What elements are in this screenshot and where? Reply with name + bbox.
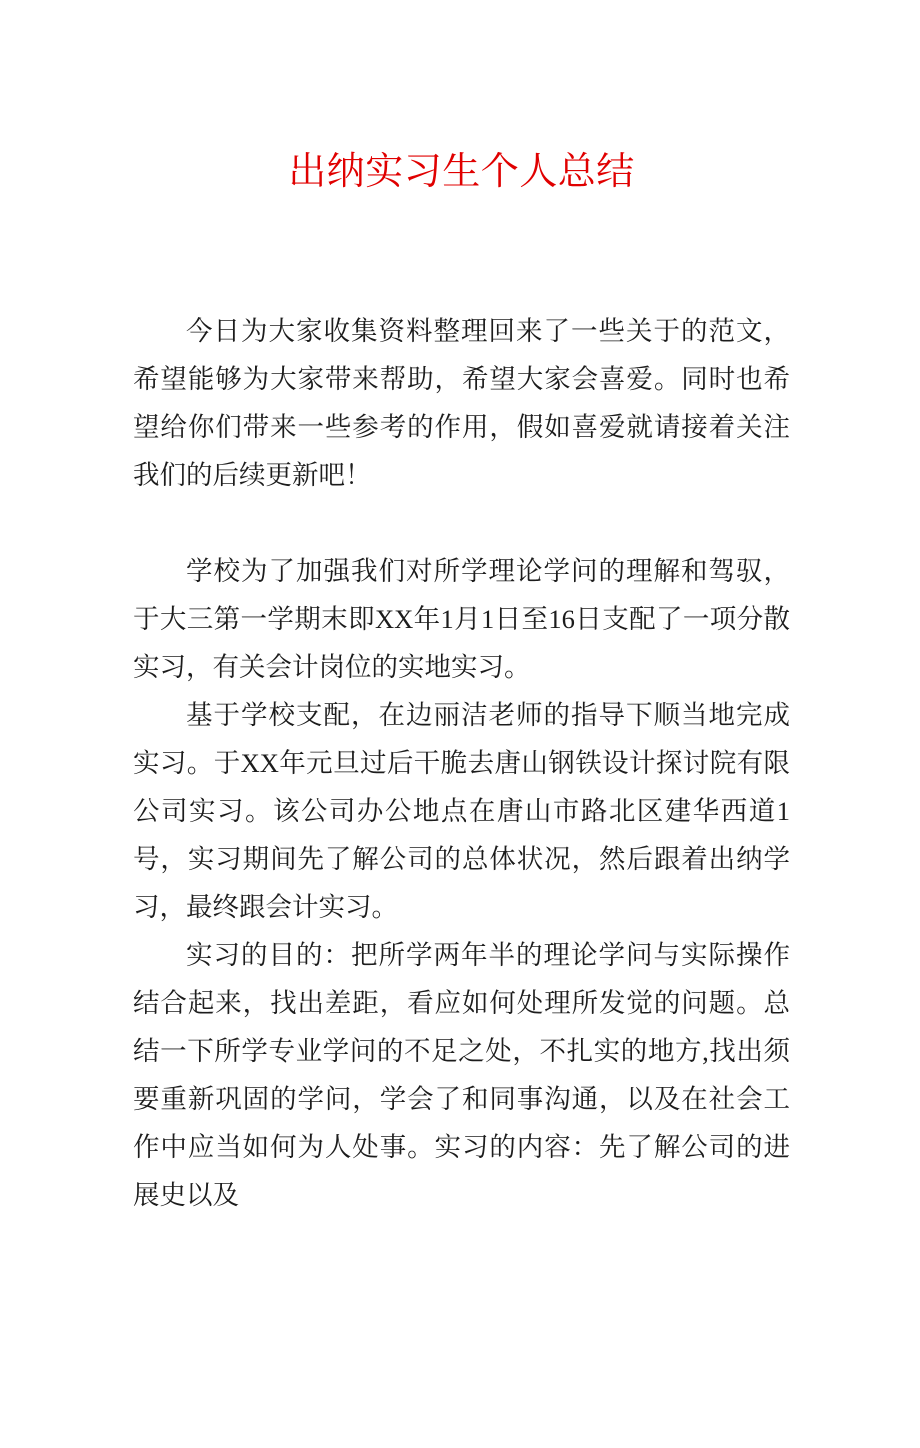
document-title: 出纳实习生个人总结 [288,151,635,193]
document-page [0,147,920,1448]
paragraph-company-internship: 基于学校支配，在边丽洁老师的指导下顺当地完成实习。于XX年元旦过后干脆去唐山钢铁设计探讨院有限公司实习。该公司办公地点在唐山市路北区建华西道1号，实习期间先了解公司的总体状况，然后跟着出纳学习，最终跟会计实习。 [133,700,790,922]
paragraph-school-arrangement: 学校为了加强我们对所学理论学问的理解和驾驭，于大三第一学期末即XX年1月1日至16日支配了一项分散实习，有关会计岗位的实地实习。 [133,556,790,682]
paragraph-internship-purpose: 实习的目的：把所学两年半的理论学问与实际操作结合起来，找出差距，看应如何处理所发觉的问题。总结一下所学专业学问的不足之处，不扎实的地方,找出须要重新巩固的学问，学会了和同事沟通，以及在社会工作中应当如何为人处事。实习的内容：先了解公司的进展史以及 [133,940,790,1210]
paragraph-intro: 今日为大家收集资料整理回来了一些关于的范文，希望能够为大家带来帮助，希望大家会喜爱。同时也希望给你们带来一些参考的作用，假如喜爱就请接着关注我们的后续更新吧！ [133,316,790,490]
